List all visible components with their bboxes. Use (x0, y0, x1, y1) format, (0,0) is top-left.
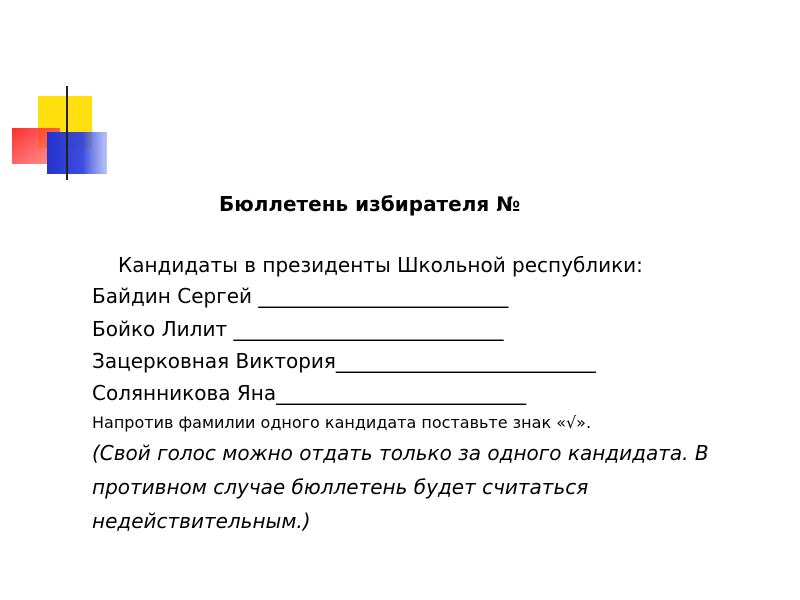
blue-square (47, 132, 107, 174)
candidate-line-1: Байдин Сергей _________________________ (92, 284, 509, 308)
ballot-intro: Кандидаты в президенты Школьной республики: (118, 253, 643, 277)
ballot-instruction: Напротив фамилии одного кандидата поставьте знак «√». (92, 413, 592, 432)
candidate-line-2: Бойко Лилит ___________________________ (92, 317, 504, 341)
candidate-line-4: Солянникова Яна_________________________ (92, 381, 527, 405)
ballot-note: (Свой голос можно отдать только за одного кандидата. В противном случае бюллетень будет считаться недействительным.) (92, 441, 709, 533)
decorative-corner-graphic (0, 0, 800, 200)
candidate-line-3: Зацерковная Виктория__________________________ (92, 349, 596, 373)
ballot-title: Бюллетень избирателя № (219, 192, 521, 216)
